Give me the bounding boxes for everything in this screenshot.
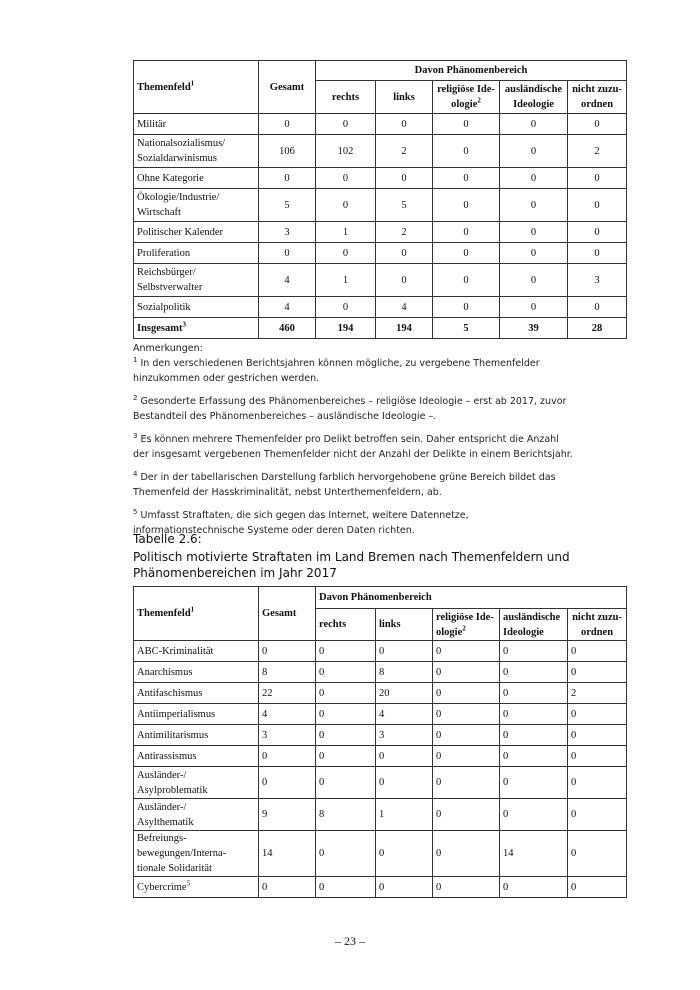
header-links: links — [376, 609, 433, 641]
header-themenfeld: Themenfeld$^1$ — [134, 61, 259, 114]
header-links: links — [376, 81, 433, 114]
header-religioes: religiöse Ide- ologie$^2$ — [433, 81, 500, 114]
header-religioes: religiöse Ide- ologie$^2$ — [433, 609, 500, 641]
header-auslaendisch: ausländische Ideologie — [500, 81, 568, 114]
footnote-5: $^5$ Umfasst Straftaten, die sich gegen das Internet, weitere Datennetze, informationstechnische Systeme oder deren Daten richten. — [133, 507, 469, 536]
table-row-total: Insgesamt$^3$ 460 194 194 5 39 28 — [134, 318, 627, 339]
page-number: – 23 – — [335, 934, 365, 948]
header-themenfeld: Themenfeld$^1$ — [134, 587, 259, 641]
table-row: Ausländer-/ Asylproblematik 0 0 0 0 0 0 — [134, 767, 627, 799]
table-row: Militär 0 0 0 0 0 0 — [134, 114, 627, 135]
table-row: Antirassismus 0 0 0 0 0 0 — [134, 746, 627, 767]
header-davon: Davon Phänomenbereich — [316, 587, 627, 609]
footnote-1: $^1$ In den verschiedenen Berichtsjahren können mögliche, zu vergebene Themenfelder hinzukommen oder gestrichen werden. — [133, 355, 540, 384]
table-themenfelder-2017 — [133, 586, 627, 898]
header-nicht-zuzuordnen: nicht zuzu- ordnen — [568, 81, 627, 114]
notes-heading: Anmerkungen: — [133, 343, 203, 354]
table-row: Anarchismus 8 0 8 0 0 0 — [134, 662, 627, 683]
header-rechts: rechts — [316, 81, 376, 114]
table-row: Ökologie/Industrie/ Wirtschaft 5 0 5 0 0 0 — [134, 189, 627, 222]
header-davon: Davon Phänomenbereich — [316, 61, 627, 81]
footnote-2: $^2$ Gesonderte Erfassung des Phänomenbereiches – religiöse Ideologie – erst ab 2017, zuvor Bestandteil des Phänomenbereiches – ausländische Ideologie –. — [133, 393, 567, 422]
header-gesamt: Gesamt — [259, 61, 316, 114]
footnote-4: $^4$ Der in der tabellarischen Darstellung farblich hervorgehobene grüne Bereich bildet das Themenfeld der Hasskriminalität, nebst Unterthemenfeldern, ab. — [133, 469, 556, 498]
table-row: Antifaschismus 22 0 20 0 0 2 — [134, 683, 627, 704]
table-row: Proliferation 0 0 0 0 0 0 — [134, 243, 627, 264]
table-row: Befreiungs- bewegungen/Interna- tionale Solidarität 14 0 0 0 14 0 — [134, 831, 627, 877]
table-row: ABC-Kriminalität 0 0 0 0 0 0 — [134, 641, 627, 662]
table-row: Ohne Kategorie 0 0 0 0 0 0 — [134, 168, 627, 189]
table-row: Politischer Kalender 3 1 2 0 0 0 — [134, 222, 627, 243]
header-rechts: rechts — [316, 609, 376, 641]
table-caption-title: Politisch motivierte Straftaten im Land Bremen nach Themenfeldern und Phänomenbereichen im Jahr 2017 — [133, 550, 570, 580]
table-row: Ausländer-/ Asylthematik 9 8 1 0 0 0 — [134, 799, 627, 831]
footnote-3: $^3$ Es können mehrere Themenfelder pro Delikt betroffen sein. Daher entspricht die Anzahl der insgesamt vergebenen Themenfelder nicht der Anzahl der Delikte in einem Berichtsjahr. — [133, 431, 573, 460]
table-row: Nationalsozialismus/ Sozialdarwinismus 106 102 2 0 0 2 — [134, 135, 627, 168]
table-caption-label: Tabelle 2.6: — [133, 532, 202, 546]
table-row: Antiimperialismus 4 0 4 0 0 0 — [134, 704, 627, 725]
table-row: Cybercrime$^5$ 0 0 0 0 0 0 — [134, 877, 627, 898]
header-gesamt: Gesamt — [259, 587, 316, 641]
table-row: Antimilitarismus 3 0 3 0 0 0 — [134, 725, 627, 746]
table-row: Sozialpolitik 4 0 4 0 0 0 — [134, 297, 627, 318]
footnotes — [133, 341, 573, 546]
header-nicht-zuzuordnen: nicht zuzu- ordnen — [568, 609, 627, 641]
table-themenfelder-previous — [133, 60, 627, 339]
header-auslaendisch: ausländische Ideologie — [500, 609, 568, 641]
table-row: Reichsbürger/ Selbstverwalter 4 1 0 0 0 3 — [134, 264, 627, 297]
